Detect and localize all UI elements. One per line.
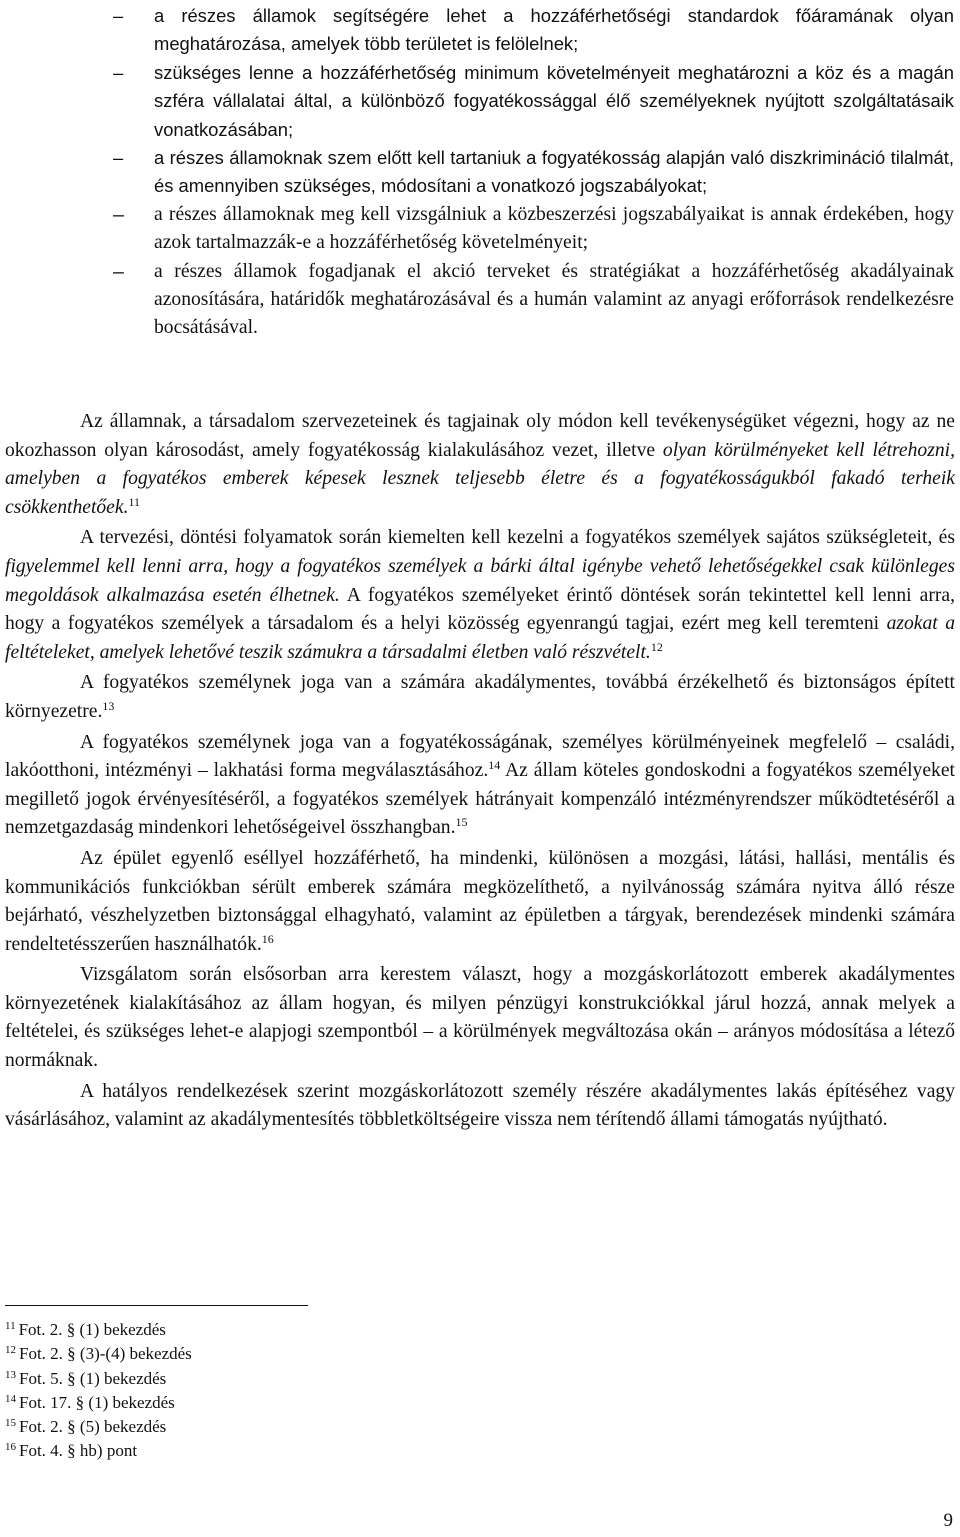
footnote-ref: 12 [650, 639, 663, 654]
footnote-number: 14 [5, 1392, 16, 1405]
footnote-text: Fot. 2. § (3)-(4) bekezdés [19, 1344, 192, 1364]
footnote-number: 11 [5, 1320, 16, 1332]
paragraph [5, 524, 955, 667]
footnote-number: 16 [5, 1441, 16, 1454]
footnote [5, 1415, 605, 1439]
dash-marker: – [113, 61, 124, 83]
footnote-number: 13 [5, 1368, 16, 1381]
footnote-text: Fot. 5. § (1) bekezdés [19, 1368, 167, 1388]
paragraph [5, 408, 955, 522]
bullet-text: a részes államok segítségére lehet a hozzáférhetőségi standardok főáramának olyan meghatározása, amelyek több területet is felölelnek; [154, 5, 954, 55]
footnote [5, 1439, 605, 1463]
paragraph [5, 729, 955, 843]
bullet-item [0, 59, 960, 144]
footnote-text: Fot. 2. § (1) bekezdés [18, 1320, 166, 1339]
paragraph-text: A tervezési, döntési folyamatok során kiemelten kell kezelni a fogyatékos személyek sajátos szükségleteit, és [80, 527, 955, 549]
bullet-item [0, 2, 960, 59]
footnote-number: 12 [5, 1344, 16, 1357]
footnote-number: 15 [5, 1417, 16, 1430]
paragraph [5, 961, 955, 1075]
footnote-ref: 16 [261, 931, 274, 946]
dash-marker: – [113, 203, 124, 226]
body-text [5, 408, 955, 1137]
bullet-text: szükséges lenne a hozzáférhetőség minimum követelményeit meghatározni a köz és a magán szféra vállalatai által, a különböző fogyatékossággal élő személyeknek nyújtott szolgáltatásaik vonatkozásában; [154, 61, 954, 140]
footnote [5, 1391, 605, 1415]
paragraph-text: Az állam köteles gondoskodni a fogyatékos személyeket megillető jogok érvényesítéséről, a fogyatékos személyek hátrányait kompenzáló intézményrendszer működtetéséről a nemzetgazdaság mindenkori lehetőségeivel összhangban. [5, 760, 955, 839]
bullet-item [0, 258, 960, 343]
italic-text: azokat a feltételeket, amelyek lehetővé teszik számukra a társadalmi életben való részvételt. [5, 613, 955, 663]
paragraph-text: A hatályos rendelkezések szerint mozgáskorlátozott személy részére akadálymentes lakás építéséhez vagy vásárlásához, valamint az akadálymentesítés többletköltségeire vissza nem térítendő állami támogatás nyújtható. [5, 1080, 955, 1131]
bullet-list [0, 2, 960, 343]
page-number: 9 [943, 1510, 953, 1531]
footnote-ref: 14 [488, 758, 501, 773]
paragraph [5, 669, 955, 726]
bullet-text: a részes államoknak szem előtt kell tartaniuk a fogyatékosság alapján való diszkrimináció tilalmát, és amennyiben szükséges, módosítani a vonatkozó jogszabályokat; [154, 147, 954, 197]
footnote-ref: 13 [102, 698, 115, 713]
footnote [5, 1367, 605, 1391]
footnote-text: Fot. 2. § (5) bekezdés [19, 1417, 167, 1437]
bullet-text: a részes államoknak meg kell vizsgálniuk a közbeszerzési jogszabályaikat is annak érdekében, hogy azok tartalmazzák-e a hozzáférhetőség követelményeit; [154, 203, 954, 254]
footnote-separator [5, 1305, 308, 1306]
paragraph-text: Az államnak, a társadalom szervezeteinek és tagjainak oly módon kell tevékenységüket végezni, hogy az ne okozhasson olyan károsodást, amely fogyatékosság kialakulásához vezet, illetve [5, 411, 955, 461]
footnote [5, 1342, 605, 1366]
paragraph-text: A fogyatékos személyeket érintő döntések során tekintettel kell lenni arra, hogy a fogyatékos személyek a társadalom és a helyi közösség egyenrangú tagjai, ezért meg kell teremteni [5, 584, 955, 635]
footnote-ref: 15 [455, 815, 468, 830]
footnote [5, 1318, 605, 1342]
paragraph [5, 845, 955, 959]
footnote-text: Fot. 17. § (1) bekezdés [19, 1392, 175, 1412]
dash-marker: – [113, 260, 124, 283]
footnotes [5, 1318, 605, 1464]
italic-text: figyelemmel kell lenni arra, hogy a fogyatékos személyek a bárki által igénybe vehető lehetőségekkel csak különleges megoldások alkalmazása esetén élhetnek. [5, 555, 955, 606]
paragraph-text: Vizsgálatom során elsősorban arra kerestem választ, hogy a mozgáskorlátozott emberek akadálymentes környezetének kialakításához az állam hogyan, és milyen pénzügyi konstrukciókkal járul hozzá, annak melyek a feltételei, és szükséges lehet-e alapjogi szempontból – a körülmények megváltozása okán – arányos módosítása a létező normáknak. [5, 964, 955, 1072]
dash-marker: – [113, 5, 124, 26]
italic-text: olyan körülményeket kell létrehozni, amelyben a fogyatékos emberek képesek lesznek teljesebb életre és a fogyatékosságukból fakadó terheik csökkenthetőek. [5, 439, 955, 518]
bullet-item [0, 144, 960, 201]
paragraph [5, 1078, 955, 1135]
paragraph-text: A fogyatékos személynek joga van a fogyatékosságának, személyes körülményeinek megfelelő – családi, lakóotthoni, intézményi – lakhatási forma megválasztásához. [5, 731, 955, 782]
paragraph-text: Az épület egyenlő eséllyel hozzáférhető, ha mindenki, különösen a mozgási, látási, hallási, mentális és kommunikációs funkciókban sérült emberek számára megközelíthető, a nyilvánosság számára nyitva álló része bejárható, vészhelyzetben biztonsággal elhagyható, valamint az épületben a tárgyak, berendezések mindenki számára rendeltetésszerűen használhatók. [5, 847, 955, 955]
footnote-ref: 11 [128, 494, 141, 509]
bullet-item [0, 201, 960, 258]
dash-marker: – [113, 147, 124, 169]
paragraph-text: A fogyatékos személynek joga van a számára akadálymentes, továbbá érzékelhető és biztonságos épített környezetre. [5, 672, 955, 722]
footnote-text: Fot. 4. § hb) pont [19, 1441, 138, 1461]
bullet-text: a részes államok fogadjanak el akció terveket és stratégiákat a hozzáférhetőség akadályainak azonosítására, határidők meghatározásával és a humán valamint az anyagi erőforrások rendelkezésre bocsátásával. [154, 260, 954, 339]
